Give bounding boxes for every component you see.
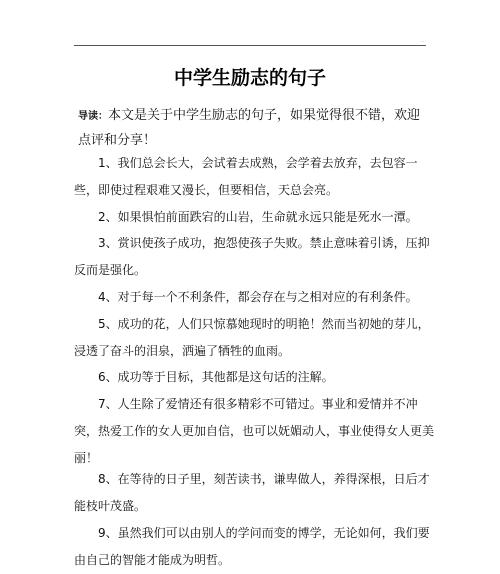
paragraph-5: 5、成功的花，人们只惊慕她现时的明艳！然而当初她的芽儿，浸透了奋斗的泪泉，洒遍了牺牲的血雨。 [74,317,430,358]
paragraph-3: 3、赏识使孩子成功，抱怨使孩子失败。禁止意味着引诱，压抑反而是强化。 [74,236,430,277]
document-title: 中学生励志的句子 [173,67,326,89]
document-intro [78,104,428,153]
intro-text: 本文是关于中学生励志的句子，如果觉得很不错，欢迎点评和分享！ [78,108,421,148]
intro-lead-label: 导读： [78,111,108,122]
paragraph-9: 9、虽然我们可以由别人的学问而变的博学，无论如何，我们要由自己的智能才能成为明哲。 [74,526,430,567]
header-rule [74,45,426,46]
paragraph-7: 7、人生除了爱情还有很多精彩不可错过。事业和爱情并不冲突，热爱工作的女人更加自信，也可以妩媚动人，事业使得女人更美丽！ [74,397,435,465]
paragraph-6: 6、成功等于目标，其他都是这句话的注解。 [98,370,334,384]
paragraph-1: 1、我们总会长大，会试着去成熟，会学着去放弃，去包容一些，即使过程艰难又漫长，但要相信，天总会亮。 [74,156,418,197]
paragraph-8: 8、在等待的日子里，刻苦读书，谦卑做人，养得深根，日后才能枝叶茂盛。 [74,472,430,513]
header-corner-mark: . [422,37,424,44]
paragraph-2: 2、如果惧怕前面跌宕的山岩，生命就永远只能是死水一潭。 [98,210,418,224]
paragraph-4: 4、对于每一个不利条件，都会存在与之相对应的有利条件。 [98,290,418,304]
